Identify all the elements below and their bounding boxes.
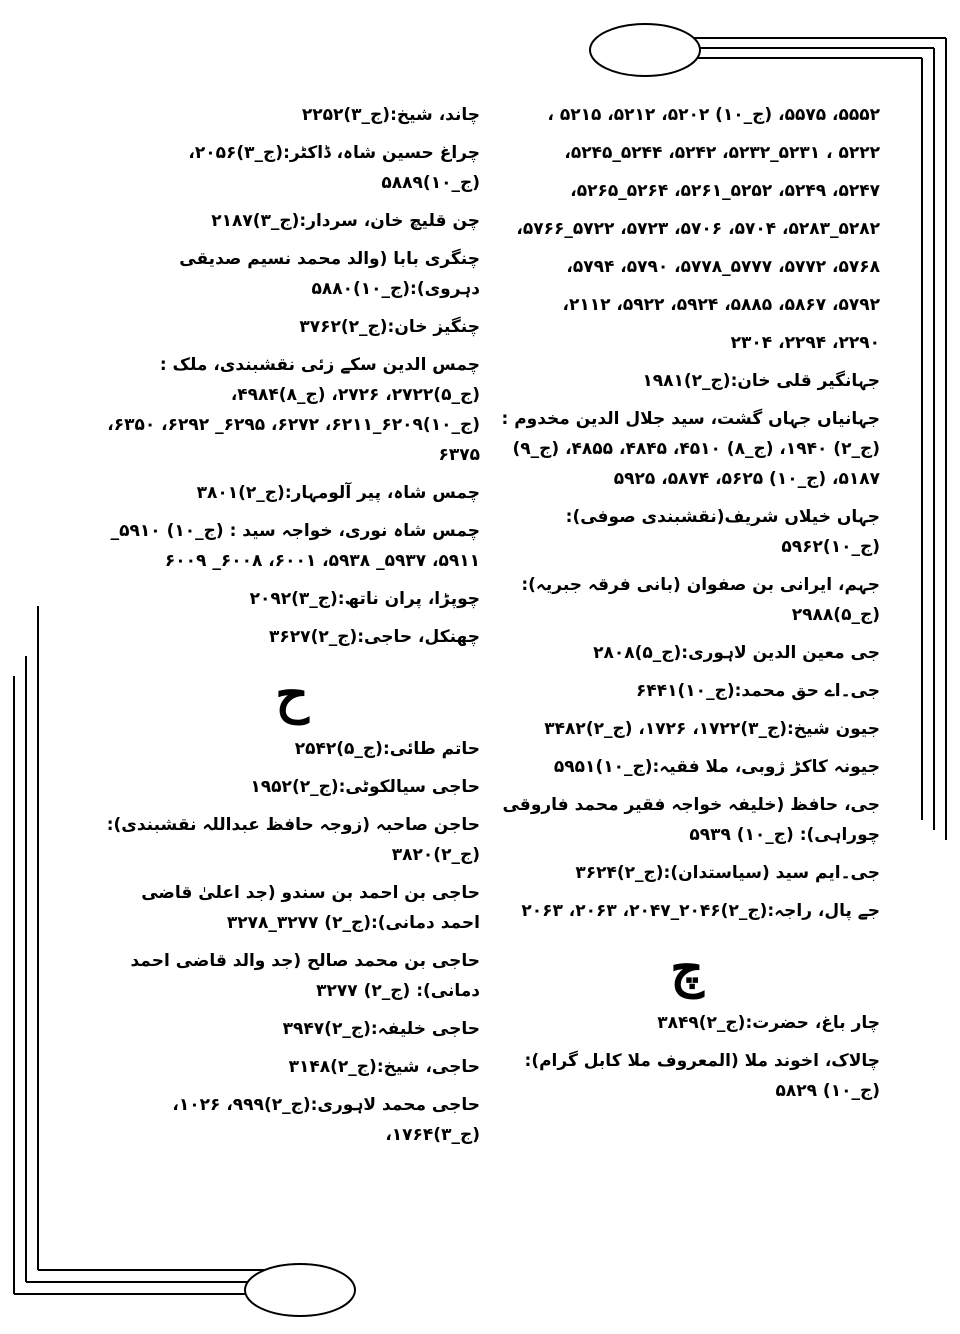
index-entry: چمس شاہ، پیر آلومہار:(ج_۲)۳۸۰۱ [196,483,480,503]
right-column [494,100,880,1114]
section-letter-heading: ح [275,664,309,725]
index-entry: چاند، شیخ:(ج_۳)۲۲۵۲ [301,105,480,125]
index-entry: حاجی سیالکوٹی:(ج_۲)۱۹۵۲ [250,777,480,797]
index-entry: حاجی بن احمد بن سندو (جد اعلیٰ قاضی احمد دمانی):(ج_۲) ۳۲۷۷_۳۲۷۸ [141,883,480,933]
index-entry: چمس الدین سکے زئی نقشبندی، ملک : (ج_۵)۲۷۲۲، ۲۷۲۶، (ج_۸)۴۹۸۴، (ج_۱۰)۶۲۰۹_۶۲۱۱، ۶۲۷۲، ۶۲۹۵_ ۶۲۹۲، ۶۳۵۰، ۶۳۷۵ [107,355,480,465]
index-entry: حاجی، شیخ:(ج_۲)۳۱۴۸ [288,1057,480,1077]
index-entry: جہم، ایرانی بن صفوان (بانی فرقہ جبریہ):(ج_۵)۲۹۸۸ [521,575,880,625]
index-entry: چراغ حسین شاہ، ڈاکٹر:(ج_۳)۲۰۵۶، (ج_۱۰)۵۸۸۹ [188,143,480,193]
index-entry: حاجن صاحبہ (زوجہ حافظ عبداللہ نقشبندی):(ج_۲)۳۸۲۰ [106,815,480,865]
index-entry: جہانیاں جہاں گشت، سید جلال الدین مخدوم : (ج_۲) ۱۹۴۰، (ج_۸) ۴۵۱۰، ۴۸۴۵، ۴۸۵۵، (ج_۹) ۵۱۸۷، (ج_۱۰) ۵۶۲۵، ۵۸۷۴، ۵۹۲۵ [501,409,880,489]
index-entry: چمس شاہ نوری، خواجہ سید : (ج_۱۰) ۵۹۱۰_ ۵۹۱۱، ۵۹۳۷_ ۵۹۳۸، ۶۰۰۱، ۶۰۰۸_ ۶۰۰۹ [110,521,480,571]
index-entry: ۵۲۲۲ ، ۵۲۳۱_۵۲۳۲، ۵۲۴۲، ۵۲۴۴_۵۲۴۵، [564,143,880,163]
index-entry: جی۔ایم سید (سیاستدان):(ج_۲)۳۶۲۴ [575,863,880,883]
index-entry: جیون شیخ:(ج_۳)۱۷۲۲، ۱۷۲۶، (ج_۲)۳۴۸۲ [544,719,880,739]
index-entry: حاجی بن محمد صالح (جد والد قاضی احمد دمانی): (ج_۲) ۳۲۷۷ [130,951,480,1001]
index-entry: چھنکل، حاجی:(ج_۲)۳۶۲۷ [269,627,480,647]
index-entry: حاتم طائی:(ج_۵)۲۵۴۲ [294,739,480,759]
section-letter-heading: چ [670,938,704,999]
index-entry: حاجی خلیفہ:(ج_۲)۳۹۴۷ [282,1019,480,1039]
index-entry: جے پال، راجہ:(ج_۲)۲۰۴۶_۲۰۴۷، ۲۰۶۳، ۲۰۶۳ [521,901,880,921]
index-entry: چالاک، اخوند ملا (المعروف ملا کابل گرام): (ج_۱۰) ۵۸۲۹ [524,1051,880,1101]
index-entry: ۵۷۹۲، ۵۸۶۷، ۵۸۸۵، ۵۹۲۴، ۵۹۲۲، ۲۱۱۲، [562,295,880,315]
index-entry: جی۔اے حق محمد:(ج_۱۰)۶۴۴۱ [636,681,880,701]
left-column [104,100,480,1158]
index-entry: جہاں خیلاں شریف(نقشبندی صوفی):(ج_۱۰)۵۹۶۲ [565,507,880,557]
index-entry: ۵۲۸۲_۵۲۸۳، ۵۷۰۴، ۵۷۰۶، ۵۷۲۳، ۵۷۲۲_۵۷۶۶، [516,219,880,239]
index-entry: ۲۲۹۰، ۲۲۹۴، ۲۳۰۴ [730,333,880,353]
index-entry: جی معین الدین لاہوری:(ج_۵)۲۸۰۸ [593,643,880,663]
index-entry: چار باغ، حضرت:(ج_۲)۳۸۴۹ [657,1013,880,1033]
index-entry: جیونہ کاکڑ ژوبی، ملا فقیہ:(ج_۱۰)۵۹۵۱ [553,757,880,777]
index-entry: جی، حافظ (خلیفہ خواجہ فقیر محمد فاروقی چوراہی): (ج_۱۰) ۵۹۳۹ [502,795,880,845]
index-entry: ۵۵۵۲، ۵۵۷۵، (ج_۱۰) ۵۲۰۲، ۵۲۱۲، ۵۲۱۵ ، [547,105,880,125]
index-entry: حاجی محمد لاہوری:(ج_۲)۹۹۹، ۱۰۲۶، (ج_۳)۱۷۶۴، [172,1095,480,1145]
index-entry: جہانگیر قلی خان:(ج_۲)۱۹۸۱ [642,371,880,391]
index-entry: ۵۷۶۸، ۵۷۷۲، ۵۷۷۷_۵۷۷۸، ۵۷۹۰، ۵۷۹۴، [566,257,880,277]
index-entry: ۵۲۴۷، ۵۲۴۹، ۵۲۵۲_۵۲۶۱، ۵۲۶۴_۵۲۶۵، [570,181,880,201]
index-entry: چنگری بابا (والد محمد نسیم صدیقی دہروی):(ج_۱۰)۵۸۸۰ [179,249,480,299]
index-entry: چوپڑا، پران ناتھ:(ج_۳)۲۰۹۲ [249,589,480,609]
index-entry: چن قلیچ خان، سردار:(ج_۳)۲۱۸۷ [211,211,480,231]
index-entry: چنگیز خان:(ج_۲)۳۷۶۲ [299,317,480,337]
